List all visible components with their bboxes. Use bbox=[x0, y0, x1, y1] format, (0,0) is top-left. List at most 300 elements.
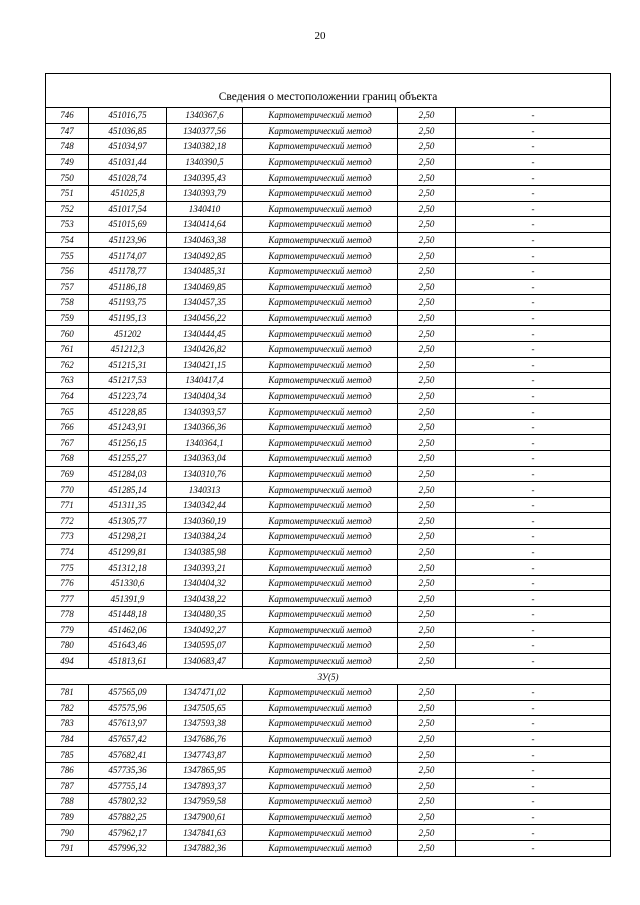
y-coordinate-cell: 1340384,24 bbox=[167, 529, 243, 545]
y-coordinate-cell: 1347900,61 bbox=[167, 809, 243, 825]
accuracy-cell: 2,50 bbox=[398, 357, 456, 373]
accuracy-cell: 2,50 bbox=[398, 404, 456, 420]
x-coordinate-cell: 451015,69 bbox=[89, 217, 167, 233]
x-coordinate-cell: 457996,32 bbox=[89, 840, 167, 856]
method-cell: Картометрический метод bbox=[243, 638, 398, 654]
note-cell: - bbox=[456, 731, 611, 747]
point-number-cell: 772 bbox=[46, 513, 89, 529]
point-number-cell: 778 bbox=[46, 607, 89, 623]
method-cell: Картометрический метод bbox=[243, 373, 398, 389]
accuracy-cell: 2,50 bbox=[398, 373, 456, 389]
table-row bbox=[46, 607, 611, 623]
table-row bbox=[46, 622, 611, 638]
accuracy-cell: 2,50 bbox=[398, 435, 456, 451]
table-row bbox=[46, 201, 611, 217]
note-cell: - bbox=[456, 482, 611, 498]
x-coordinate-cell: 451228,85 bbox=[89, 404, 167, 420]
point-number-cell: 787 bbox=[46, 778, 89, 794]
table-row bbox=[46, 466, 611, 482]
note-cell: - bbox=[456, 388, 611, 404]
point-number-cell: 764 bbox=[46, 388, 89, 404]
method-cell: Картометрический метод bbox=[243, 653, 398, 669]
table-row bbox=[46, 778, 611, 794]
table-row bbox=[46, 170, 611, 186]
accuracy-cell: 2,50 bbox=[398, 139, 456, 155]
y-coordinate-cell: 1347471,02 bbox=[167, 684, 243, 700]
method-cell: Картометрический метод bbox=[243, 123, 398, 139]
x-coordinate-cell: 457755,14 bbox=[89, 778, 167, 794]
y-coordinate-cell: 1347865,95 bbox=[167, 762, 243, 778]
accuracy-cell: 2,50 bbox=[398, 326, 456, 342]
y-coordinate-cell: 1340410 bbox=[167, 201, 243, 217]
y-coordinate-cell: 1340342,44 bbox=[167, 497, 243, 513]
accuracy-cell: 2,50 bbox=[398, 607, 456, 623]
accuracy-cell: 2,50 bbox=[398, 310, 456, 326]
x-coordinate-cell: 457613,97 bbox=[89, 716, 167, 732]
x-coordinate-cell: 451034,97 bbox=[89, 139, 167, 155]
point-number-cell: 761 bbox=[46, 341, 89, 357]
x-coordinate-cell: 451284,03 bbox=[89, 466, 167, 482]
x-coordinate-cell: 451186,18 bbox=[89, 279, 167, 295]
y-coordinate-cell: 1340313 bbox=[167, 482, 243, 498]
table-row bbox=[46, 232, 611, 248]
table-row bbox=[46, 575, 611, 591]
section-header-row bbox=[46, 669, 611, 685]
note-cell: - bbox=[456, 248, 611, 264]
point-number-cell: 751 bbox=[46, 185, 89, 201]
accuracy-cell: 2,50 bbox=[398, 700, 456, 716]
accuracy-cell: 2,50 bbox=[398, 201, 456, 217]
point-number-cell: 765 bbox=[46, 404, 89, 420]
x-coordinate-cell: 451813,61 bbox=[89, 653, 167, 669]
x-coordinate-cell: 457802,32 bbox=[89, 794, 167, 810]
note-cell: - bbox=[456, 684, 611, 700]
x-coordinate-cell: 451243,91 bbox=[89, 419, 167, 435]
point-number-cell: 781 bbox=[46, 684, 89, 700]
boundary-table-container bbox=[45, 73, 610, 857]
method-cell: Картометрический метод bbox=[243, 154, 398, 170]
x-coordinate-cell: 451643,46 bbox=[89, 638, 167, 654]
x-coordinate-cell: 457962,17 bbox=[89, 825, 167, 841]
x-coordinate-cell: 451195,13 bbox=[89, 310, 167, 326]
x-coordinate-cell: 451217,53 bbox=[89, 373, 167, 389]
method-cell: Картометрический метод bbox=[243, 232, 398, 248]
note-cell: - bbox=[456, 591, 611, 607]
x-coordinate-cell: 451391,9 bbox=[89, 591, 167, 607]
accuracy-cell: 2,50 bbox=[398, 513, 456, 529]
x-coordinate-cell: 457575,96 bbox=[89, 700, 167, 716]
accuracy-cell: 2,50 bbox=[398, 544, 456, 560]
y-coordinate-cell: 1347686,76 bbox=[167, 731, 243, 747]
accuracy-cell: 2,50 bbox=[398, 263, 456, 279]
note-cell: - bbox=[456, 170, 611, 186]
y-coordinate-cell: 1340404,32 bbox=[167, 575, 243, 591]
point-number-cell: 771 bbox=[46, 497, 89, 513]
accuracy-cell: 2,50 bbox=[398, 123, 456, 139]
note-cell: - bbox=[456, 108, 611, 124]
y-coordinate-cell: 1340393,57 bbox=[167, 404, 243, 420]
accuracy-cell: 2,50 bbox=[398, 388, 456, 404]
table-row bbox=[46, 108, 611, 124]
point-number-cell: 768 bbox=[46, 451, 89, 467]
table-row bbox=[46, 482, 611, 498]
y-coordinate-cell: 1340366,36 bbox=[167, 419, 243, 435]
method-cell: Картометрический метод bbox=[243, 419, 398, 435]
point-number-cell: 789 bbox=[46, 809, 89, 825]
method-cell: Картометрический метод bbox=[243, 544, 398, 560]
method-cell: Картометрический метод bbox=[243, 607, 398, 623]
x-coordinate-cell: 451462,06 bbox=[89, 622, 167, 638]
y-coordinate-cell: 1340377,56 bbox=[167, 123, 243, 139]
note-cell: - bbox=[456, 513, 611, 529]
y-coordinate-cell: 1347593,38 bbox=[167, 716, 243, 732]
note-cell: - bbox=[456, 840, 611, 856]
method-cell: Картометрический метод bbox=[243, 466, 398, 482]
table-row bbox=[46, 326, 611, 342]
note-cell: - bbox=[456, 747, 611, 763]
table-title: Сведения о местоположении границ объекта bbox=[46, 74, 611, 108]
point-number-cell: 746 bbox=[46, 108, 89, 124]
accuracy-cell: 2,50 bbox=[398, 622, 456, 638]
accuracy-cell: 2,50 bbox=[398, 217, 456, 233]
table-row bbox=[46, 139, 611, 155]
method-cell: Картометрический метод bbox=[243, 794, 398, 810]
accuracy-cell: 2,50 bbox=[398, 482, 456, 498]
table-row bbox=[46, 123, 611, 139]
method-cell: Картометрический метод bbox=[243, 310, 398, 326]
method-cell: Картометрический метод bbox=[243, 700, 398, 716]
point-number-cell: 786 bbox=[46, 762, 89, 778]
point-number-cell: 790 bbox=[46, 825, 89, 841]
accuracy-cell: 2,50 bbox=[398, 638, 456, 654]
method-cell: Картометрический метод bbox=[243, 684, 398, 700]
accuracy-cell: 2,50 bbox=[398, 809, 456, 825]
table-row bbox=[46, 388, 611, 404]
accuracy-cell: 2,50 bbox=[398, 529, 456, 545]
note-cell: - bbox=[456, 700, 611, 716]
point-number-cell: 776 bbox=[46, 575, 89, 591]
point-number-cell: 759 bbox=[46, 310, 89, 326]
accuracy-cell: 2,50 bbox=[398, 778, 456, 794]
point-number-cell: 785 bbox=[46, 747, 89, 763]
note-cell: - bbox=[456, 762, 611, 778]
x-coordinate-cell: 451202 bbox=[89, 326, 167, 342]
table-row bbox=[46, 809, 611, 825]
note-cell: - bbox=[456, 778, 611, 794]
x-coordinate-cell: 451025,8 bbox=[89, 185, 167, 201]
point-number-cell: 755 bbox=[46, 248, 89, 264]
y-coordinate-cell: 1340393,21 bbox=[167, 560, 243, 576]
y-coordinate-cell: 1340469,85 bbox=[167, 279, 243, 295]
table-body bbox=[46, 74, 611, 857]
y-coordinate-cell: 1340382,18 bbox=[167, 139, 243, 155]
note-cell: - bbox=[456, 139, 611, 155]
table-row bbox=[46, 591, 611, 607]
y-coordinate-cell: 1340480,35 bbox=[167, 607, 243, 623]
note-cell: - bbox=[456, 607, 611, 623]
accuracy-cell: 2,50 bbox=[398, 497, 456, 513]
x-coordinate-cell: 451174,07 bbox=[89, 248, 167, 264]
y-coordinate-cell: 1340393,79 bbox=[167, 185, 243, 201]
y-coordinate-cell: 1347882,36 bbox=[167, 840, 243, 856]
table-row bbox=[46, 451, 611, 467]
y-coordinate-cell: 1340457,35 bbox=[167, 295, 243, 311]
x-coordinate-cell: 451193,75 bbox=[89, 295, 167, 311]
method-cell: Картометрический метод bbox=[243, 263, 398, 279]
x-coordinate-cell: 457735,36 bbox=[89, 762, 167, 778]
table-row bbox=[46, 497, 611, 513]
y-coordinate-cell: 1340390,5 bbox=[167, 154, 243, 170]
x-coordinate-cell: 451212,3 bbox=[89, 341, 167, 357]
note-cell: - bbox=[456, 357, 611, 373]
accuracy-cell: 2,50 bbox=[398, 684, 456, 700]
y-coordinate-cell: 1340456,22 bbox=[167, 310, 243, 326]
table-row bbox=[46, 185, 611, 201]
x-coordinate-cell: 451330,6 bbox=[89, 575, 167, 591]
method-cell: Картометрический метод bbox=[243, 185, 398, 201]
y-coordinate-cell: 1340485,31 bbox=[167, 263, 243, 279]
point-number-cell: 494 bbox=[46, 653, 89, 669]
method-cell: Картометрический метод bbox=[243, 840, 398, 856]
x-coordinate-cell: 451031,44 bbox=[89, 154, 167, 170]
table-row bbox=[46, 638, 611, 654]
accuracy-cell: 2,50 bbox=[398, 295, 456, 311]
note-cell: - bbox=[456, 825, 611, 841]
table-row bbox=[46, 248, 611, 264]
accuracy-cell: 2,50 bbox=[398, 840, 456, 856]
note-cell: - bbox=[456, 373, 611, 389]
note-cell: - bbox=[456, 404, 611, 420]
x-coordinate-cell: 451215,31 bbox=[89, 357, 167, 373]
method-cell: Картометрический метод bbox=[243, 497, 398, 513]
x-coordinate-cell: 451255,27 bbox=[89, 451, 167, 467]
point-number-cell: 756 bbox=[46, 263, 89, 279]
method-cell: Картометрический метод bbox=[243, 388, 398, 404]
point-number-cell: 753 bbox=[46, 217, 89, 233]
table-row bbox=[46, 295, 611, 311]
table-row bbox=[46, 716, 611, 732]
x-coordinate-cell: 451028,74 bbox=[89, 170, 167, 186]
accuracy-cell: 2,50 bbox=[398, 575, 456, 591]
note-cell: - bbox=[456, 295, 611, 311]
method-cell: Картометрический метод bbox=[243, 108, 398, 124]
y-coordinate-cell: 1340426,82 bbox=[167, 341, 243, 357]
boundary-coordinates-table bbox=[45, 73, 611, 857]
note-cell: - bbox=[456, 575, 611, 591]
method-cell: Картометрический метод bbox=[243, 217, 398, 233]
note-cell: - bbox=[456, 466, 611, 482]
y-coordinate-cell: 1340492,27 bbox=[167, 622, 243, 638]
x-coordinate-cell: 451312,18 bbox=[89, 560, 167, 576]
accuracy-cell: 2,50 bbox=[398, 108, 456, 124]
x-coordinate-cell: 451256,15 bbox=[89, 435, 167, 451]
point-number-cell: 762 bbox=[46, 357, 89, 373]
accuracy-cell: 2,50 bbox=[398, 560, 456, 576]
y-coordinate-cell: 1340444,45 bbox=[167, 326, 243, 342]
point-number-cell: 769 bbox=[46, 466, 89, 482]
point-number-cell: 757 bbox=[46, 279, 89, 295]
x-coordinate-cell: 457882,25 bbox=[89, 809, 167, 825]
table-row bbox=[46, 825, 611, 841]
y-coordinate-cell: 1340360,19 bbox=[167, 513, 243, 529]
table-row bbox=[46, 840, 611, 856]
point-number-cell: 782 bbox=[46, 700, 89, 716]
method-cell: Картометрический метод bbox=[243, 139, 398, 155]
note-cell: - bbox=[456, 185, 611, 201]
method-cell: Картометрический метод bbox=[243, 513, 398, 529]
y-coordinate-cell: 1340417,4 bbox=[167, 373, 243, 389]
point-number-cell: 788 bbox=[46, 794, 89, 810]
accuracy-cell: 2,50 bbox=[398, 591, 456, 607]
note-cell: - bbox=[456, 279, 611, 295]
point-number-cell: 766 bbox=[46, 419, 89, 435]
table-row bbox=[46, 700, 611, 716]
method-cell: Картометрический метод bbox=[243, 747, 398, 763]
y-coordinate-cell: 1340463,38 bbox=[167, 232, 243, 248]
note-cell: - bbox=[456, 560, 611, 576]
method-cell: Картометрический метод bbox=[243, 435, 398, 451]
table-row bbox=[46, 279, 611, 295]
note-cell: - bbox=[456, 544, 611, 560]
point-number-cell: 791 bbox=[46, 840, 89, 856]
method-cell: Картометрический метод bbox=[243, 341, 398, 357]
note-cell: - bbox=[456, 809, 611, 825]
point-number-cell: 758 bbox=[46, 295, 89, 311]
point-number-cell: 775 bbox=[46, 560, 89, 576]
point-number-cell: 774 bbox=[46, 544, 89, 560]
point-number-cell: 752 bbox=[46, 201, 89, 217]
x-coordinate-cell: 451016,75 bbox=[89, 108, 167, 124]
table-row bbox=[46, 731, 611, 747]
table-row bbox=[46, 404, 611, 420]
method-cell: Картометрический метод bbox=[243, 716, 398, 732]
point-number-cell: 770 bbox=[46, 482, 89, 498]
note-cell: - bbox=[456, 326, 611, 342]
y-coordinate-cell: 1340310,76 bbox=[167, 466, 243, 482]
point-number-cell: 748 bbox=[46, 139, 89, 155]
table-row bbox=[46, 263, 611, 279]
method-cell: Картометрический метод bbox=[243, 622, 398, 638]
point-number-cell: 767 bbox=[46, 435, 89, 451]
section-label: ЗУ(5) bbox=[46, 669, 611, 685]
note-cell: - bbox=[456, 794, 611, 810]
accuracy-cell: 2,50 bbox=[398, 232, 456, 248]
note-cell: - bbox=[456, 435, 611, 451]
accuracy-cell: 2,50 bbox=[398, 762, 456, 778]
method-cell: Картометрический метод bbox=[243, 295, 398, 311]
note-cell: - bbox=[456, 217, 611, 233]
method-cell: Картометрический метод bbox=[243, 762, 398, 778]
method-cell: Картометрический метод bbox=[243, 451, 398, 467]
accuracy-cell: 2,50 bbox=[398, 185, 456, 201]
table-row bbox=[46, 154, 611, 170]
table-row bbox=[46, 341, 611, 357]
method-cell: Картометрический метод bbox=[243, 404, 398, 420]
y-coordinate-cell: 1347959,58 bbox=[167, 794, 243, 810]
x-coordinate-cell: 451305,77 bbox=[89, 513, 167, 529]
point-number-cell: 750 bbox=[46, 170, 89, 186]
point-number-cell: 763 bbox=[46, 373, 89, 389]
point-number-cell: 747 bbox=[46, 123, 89, 139]
x-coordinate-cell: 451448,18 bbox=[89, 607, 167, 623]
x-coordinate-cell: 451036,85 bbox=[89, 123, 167, 139]
point-number-cell: 760 bbox=[46, 326, 89, 342]
table-row bbox=[46, 310, 611, 326]
point-number-cell: 779 bbox=[46, 622, 89, 638]
accuracy-cell: 2,50 bbox=[398, 716, 456, 732]
note-cell: - bbox=[456, 716, 611, 732]
page-number: 20 bbox=[314, 30, 326, 42]
point-number-cell: 780 bbox=[46, 638, 89, 654]
x-coordinate-cell: 451299,81 bbox=[89, 544, 167, 560]
method-cell: Картометрический метод bbox=[243, 591, 398, 607]
x-coordinate-cell: 457657,42 bbox=[89, 731, 167, 747]
note-cell: - bbox=[456, 201, 611, 217]
note-cell: - bbox=[456, 341, 611, 357]
y-coordinate-cell: 1340492,85 bbox=[167, 248, 243, 264]
method-cell: Картометрический метод bbox=[243, 248, 398, 264]
accuracy-cell: 2,50 bbox=[398, 747, 456, 763]
y-coordinate-cell: 1340385,98 bbox=[167, 544, 243, 560]
method-cell: Картометрический метод bbox=[243, 560, 398, 576]
note-cell: - bbox=[456, 653, 611, 669]
accuracy-cell: 2,50 bbox=[398, 341, 456, 357]
point-number-cell: 783 bbox=[46, 716, 89, 732]
note-cell: - bbox=[456, 622, 611, 638]
method-cell: Картометрический метод bbox=[243, 201, 398, 217]
accuracy-cell: 2,50 bbox=[398, 154, 456, 170]
method-cell: Картометрический метод bbox=[243, 529, 398, 545]
table-row bbox=[46, 373, 611, 389]
accuracy-cell: 2,50 bbox=[398, 466, 456, 482]
point-number-cell: 754 bbox=[46, 232, 89, 248]
note-cell: - bbox=[456, 451, 611, 467]
accuracy-cell: 2,50 bbox=[398, 731, 456, 747]
note-cell: - bbox=[456, 529, 611, 545]
point-number-cell: 773 bbox=[46, 529, 89, 545]
note-cell: - bbox=[456, 638, 611, 654]
method-cell: Картометрический метод bbox=[243, 326, 398, 342]
table-row bbox=[46, 684, 611, 700]
note-cell: - bbox=[456, 310, 611, 326]
x-coordinate-cell: 451178,77 bbox=[89, 263, 167, 279]
table-row bbox=[46, 513, 611, 529]
x-coordinate-cell: 451311,35 bbox=[89, 497, 167, 513]
method-cell: Картометрический метод bbox=[243, 170, 398, 186]
point-number-cell: 749 bbox=[46, 154, 89, 170]
accuracy-cell: 2,50 bbox=[398, 825, 456, 841]
y-coordinate-cell: 1347841,63 bbox=[167, 825, 243, 841]
y-coordinate-cell: 1340595,07 bbox=[167, 638, 243, 654]
accuracy-cell: 2,50 bbox=[398, 170, 456, 186]
table-row bbox=[46, 419, 611, 435]
table-row bbox=[46, 435, 611, 451]
accuracy-cell: 2,50 bbox=[398, 451, 456, 467]
table-row bbox=[46, 217, 611, 233]
y-coordinate-cell: 1340404,34 bbox=[167, 388, 243, 404]
x-coordinate-cell: 451298,21 bbox=[89, 529, 167, 545]
x-coordinate-cell: 451285,14 bbox=[89, 482, 167, 498]
point-number-cell: 777 bbox=[46, 591, 89, 607]
y-coordinate-cell: 1340363,04 bbox=[167, 451, 243, 467]
note-cell: - bbox=[456, 154, 611, 170]
x-coordinate-cell: 457682,41 bbox=[89, 747, 167, 763]
accuracy-cell: 2,50 bbox=[398, 794, 456, 810]
table-row bbox=[46, 653, 611, 669]
y-coordinate-cell: 1347893,37 bbox=[167, 778, 243, 794]
y-coordinate-cell: 1340364,1 bbox=[167, 435, 243, 451]
y-coordinate-cell: 1340367,6 bbox=[167, 108, 243, 124]
